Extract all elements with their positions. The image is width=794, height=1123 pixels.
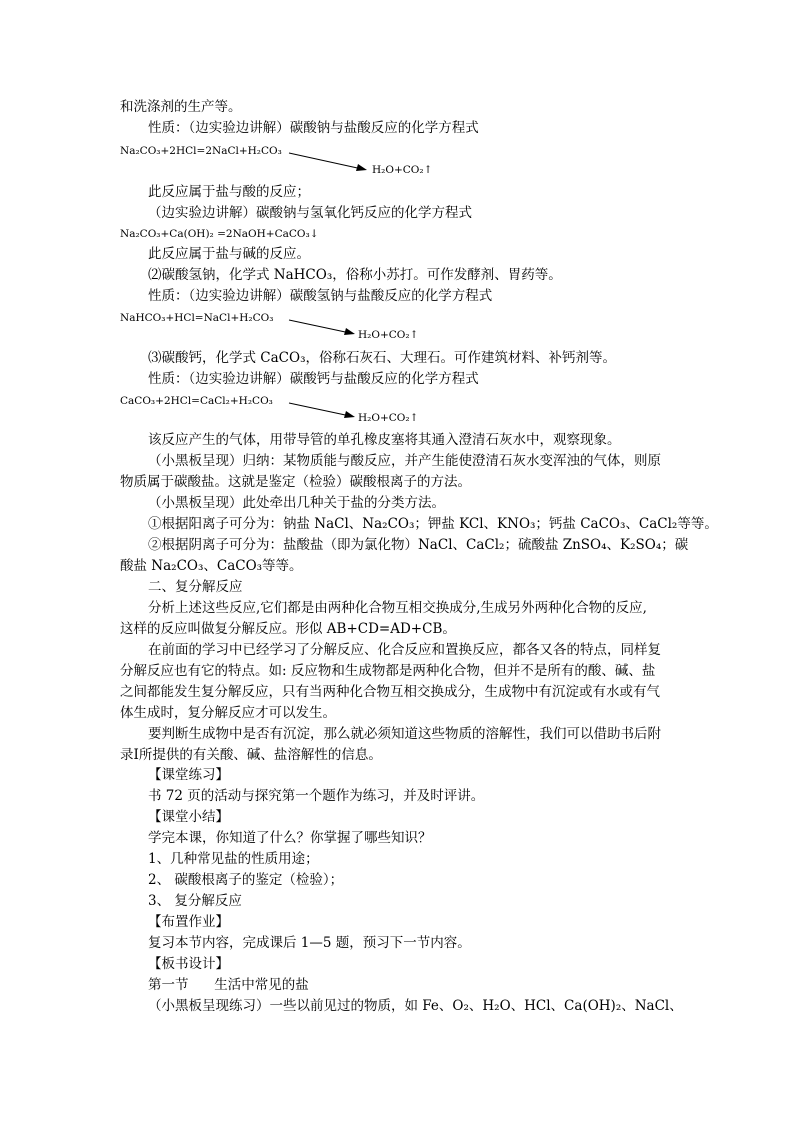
text-line: 分解反应也有它的特点。如: 反应物和生成物都是两种化合物，但并不是所有的酸、碱、盐: [120, 663, 656, 679]
text-line: 要判断生成物中是否有沉淀，那么就必须知道这些物质的溶解性，我们可以借助书后附: [148, 726, 661, 742]
reaction-arrow: [288, 150, 368, 174]
text-line: ⑵碳酸氢钠，化学式 NaHCO₃，俗称小苏打。可作发酵剂、胃药等。: [148, 267, 562, 283]
text-line: ①根据阳离子可分为：钠盐 NaCl、Na₂CO₃；钾盐 KCl、KNO₃；钙盐 CaCO₃、CaCl₂等等。: [148, 516, 718, 532]
text-line: 此反应属于盐与酸的反应；: [148, 184, 310, 200]
equation-product: H₂O+CO₂↑: [358, 412, 419, 424]
text-line: 物质属于碳酸盐。这就是鉴定（检验）碳酸根离子的方法。: [120, 474, 471, 490]
equation: Na₂CO₃+Ca(OH)₂ =2NaOH+CaCO₃↓: [120, 228, 319, 240]
section-heading: 【板书设计】: [148, 956, 229, 972]
text-line: 和洗涤剂的生产等。: [120, 99, 242, 115]
section-heading: 二、复分解反应: [148, 579, 243, 595]
text-line: 此反应属于盐与碱的反应。: [148, 246, 310, 262]
text-line: 在前面的学习中已经学习了分解反应、化合反应和置换反应，都各又各的特点，同样复: [148, 642, 661, 658]
equation: NaHCO₃+HCl=NaCl+H₂CO₃: [120, 312, 274, 324]
reaction-arrow: [288, 317, 356, 339]
text-line: （小黑板呈现练习）一些以前见过的物质，如 Fe、O₂、H₂O、HCl、Ca(OH)₂、NaCl、: [148, 998, 683, 1014]
reaction-arrow: [288, 400, 356, 422]
section-heading: 【课堂练习】: [148, 767, 229, 783]
equation: CaCO₃+2HCl=CaCl₂+H₂CO₃: [120, 395, 273, 407]
text-line: 学完本课，你知道了什么？你掌握了哪些知识？: [148, 830, 432, 846]
text-line: 性质：（边实验边讲解）碳酸钙与盐酸反应的化学方程式: [148, 371, 479, 387]
text-line: ⑶碳酸钙，化学式 CaCO₃，俗称石灰石、大理石。可作建筑材料、补钙剂等。: [148, 350, 616, 366]
text-line: 3、 复分解反应: [148, 893, 242, 909]
text-line: （边实验边讲解）碳酸钠与氢氧化钙反应的化学方程式: [148, 205, 472, 221]
text-line: 该反应产生的气体，用带导管的单孔橡皮塞将其通入澄清石灰水中，观察现象。: [148, 432, 621, 448]
text-line: 分析上述这些反应,它们都是由两种化合物互相交换成分,生成另外两种化合物的反应,: [148, 600, 647, 616]
text-line: 性质：（边实验边讲解）碳酸钠与盐酸反应的化学方程式: [148, 120, 479, 136]
text-line: 1、几种常见盐的性质用途；: [148, 851, 319, 867]
text-line: 书 72 页的活动与探究第一个题作为练习，并及时评讲。: [148, 788, 485, 804]
section-heading: 【课堂小结】: [148, 809, 229, 825]
text-line: 2、 碳酸根离子的鉴定（检验）；: [148, 872, 344, 888]
text-line: 复习本节内容，完成课后 1—5 题，预习下一节内容。: [148, 935, 471, 951]
section-heading: 【布置作业】: [148, 914, 229, 930]
equation-product: H₂O+CO₂↑: [358, 329, 419, 341]
text-line: 第一节 生活中常见的盐: [148, 977, 309, 993]
text-line: 录Ⅰ所提供的有关酸、碱、盐溶解性的信息。: [120, 747, 382, 763]
equation: Na₂CO₃+2HCl=2NaCl+H₂CO₃: [120, 145, 282, 157]
text-line: （小黑板呈现）归纳：某物质能与酸反应，并产生能使澄清石灰水变浑浊的气体，则原: [148, 453, 661, 469]
text-line: （小黑板呈现）此处牵出几种关于盐的分类方法。: [148, 495, 445, 511]
equation-product: H₂O+CO₂↑: [372, 164, 433, 176]
text-line: 体生成时，复分解反应才可以发生。: [120, 705, 336, 721]
text-line: 这样的反应叫做复分解反应。形似 AB+CD=AD+CB。: [120, 621, 456, 637]
text-line: 酸盐 Na₂CO₃、CaCO₃等等。: [120, 558, 303, 574]
text-line: 性质：（边实验边讲解）碳酸氢钠与盐酸反应的化学方程式: [148, 288, 493, 304]
text-line: ②根据阴离子可分为：盐酸盐（即为氯化物）NaCl、CaCl₂；硫酸盐 ZnSO₄、K₂SO₄；碳: [148, 537, 689, 553]
text-line: 之间都能发生复分解反应，只有当两种化合物互相交换成分，生成物中有沉淀或有水或有气: [120, 684, 660, 700]
